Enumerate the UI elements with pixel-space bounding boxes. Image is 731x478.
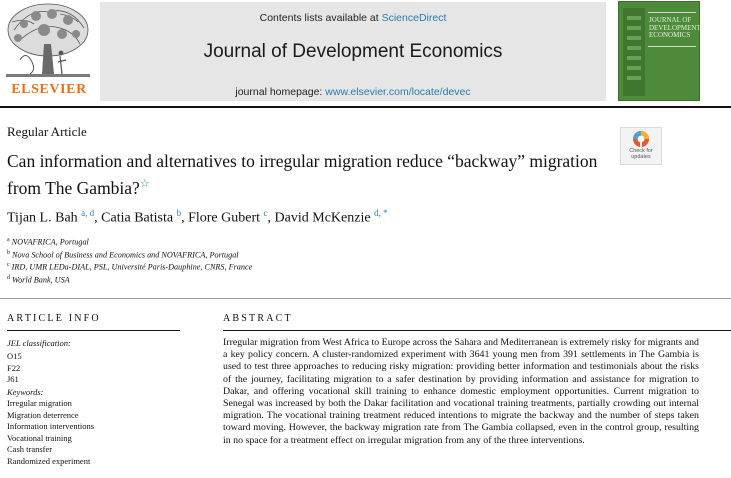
keyword-item: Vocational training [7,432,72,443]
author-affiliation-marks[interactable]: c [263,208,268,218]
publisher-name[interactable]: ELSEVIER [11,82,87,97]
check-updates-icon [621,128,661,150]
article-title [7,150,617,200]
keyword-item: Irregular migration [7,398,72,408]
journal-title: Journal of Development Economics [203,41,503,62]
check-updates-label: Check for updates [629,148,653,160]
affiliation-mark: d [7,275,10,282]
article-type: Regular Article [7,124,87,139]
affiliation-list [7,235,252,286]
author-name[interactable]: Flore Gubert [188,210,261,226]
affiliation-mark: b [7,249,10,256]
abstract-rule [223,330,731,331]
article-info-rule [7,330,180,331]
homepage-prefix: journal homepage: [235,86,326,98]
title-footnote-mark[interactable]: ☆ [139,178,150,190]
keyword-item: Migration deterrence [7,409,79,420]
affiliation-item [7,235,252,248]
journal-cover-thumbnail[interactable] [618,1,700,101]
affiliation-text: NOVAFRICA, Portugal [11,237,89,247]
author-name[interactable]: Tijan L. Bah [7,210,78,226]
abstract-body: Irregular migration from West Africa to Europe across the Sahara and Mediterranean is extremely risky for migrants and a key policy concern. A cluster-randomized experiment with 3641 young men from 391 settlements in The Gambia is used to test three approaches to reducing risky migration: providing better information and testimonials about the risks of the journey, facilitating migration to a safer destination by providing information and assistance for migration to Dakar, and offering vocational skill training to enhance domestic employment opportunities. Current migration to Senegal was increased by both the Dakar facilitation and vocational training treatments, partially crowding out internal migration. The vocational training treatment reduced intentions to migrate the backway and the number of steps taken toward moving. However, the backway migration rate from The Gambia collapsed, even in the control group, resulting in no space for a treatment effect on irregular migration from any of the three interventions. [223,337,699,446]
keywords-heading: Keywords: [7,387,44,397]
affiliation-text: IRD, UMR LEDa-DIAL, PSL, Université Paris-Dauphine, CNRS, France [11,263,253,273]
article-title-text: Can information and alternatives to irregular migration reduce “backway” migration from The Gambia? [7,151,598,198]
article-info-heading: ARTICLE INFO [7,313,101,324]
jel-code: O15 [7,351,22,361]
author-list [7,208,388,227]
journal-homepage-line [100,86,606,98]
affiliation-item [7,248,252,261]
contents-availability-line [100,12,606,24]
author-name[interactable]: David McKenzie [274,210,371,226]
author-affiliation-marks[interactable]: b [176,208,182,218]
jel-classification-heading: JEL classification: [7,338,71,348]
author-separator: , [181,210,189,226]
author-separator: , [267,210,275,226]
jel-code: F22 [7,362,21,373]
abstract-heading: ABSTRACT [223,313,293,324]
sciencedirect-link[interactable]: ScienceDirect [381,12,447,24]
affiliation-item [7,260,252,273]
affiliation-mark: a [7,237,10,243]
keyword-list [7,398,94,468]
header-rule [0,106,731,108]
section-divider [0,298,731,299]
author-affiliation-marks[interactable]: d, * [374,208,388,218]
journal-banner [100,2,606,101]
jel-code-list [7,351,22,386]
affiliation-text: Nova School of Business and Economics and NOVAFRICA, Portugal [12,250,239,260]
cover-title: JOURNAL OF DEVELOPMENT ECONOMICS [649,16,701,39]
affiliation-mark: c [7,262,10,269]
jel-code: J61 [7,374,19,385]
keyword-item: Information interventions [7,421,95,432]
affiliation-text: World Bank, USA [12,275,70,285]
keyword-item: Randomized experiment [7,455,91,466]
author-name[interactable]: Catia Batista [101,210,174,226]
keyword-item: Cash transfer [7,444,53,455]
affiliation-item [7,273,252,286]
author-affiliation-marks[interactable]: a, d [81,208,95,218]
check-for-updates-button[interactable] [620,127,662,165]
contents-prefix: Contents lists available at [259,12,382,24]
journal-homepage-link[interactable]: www.elsevier.com/locate/devec [325,86,471,98]
author-separator: , [94,210,102,226]
